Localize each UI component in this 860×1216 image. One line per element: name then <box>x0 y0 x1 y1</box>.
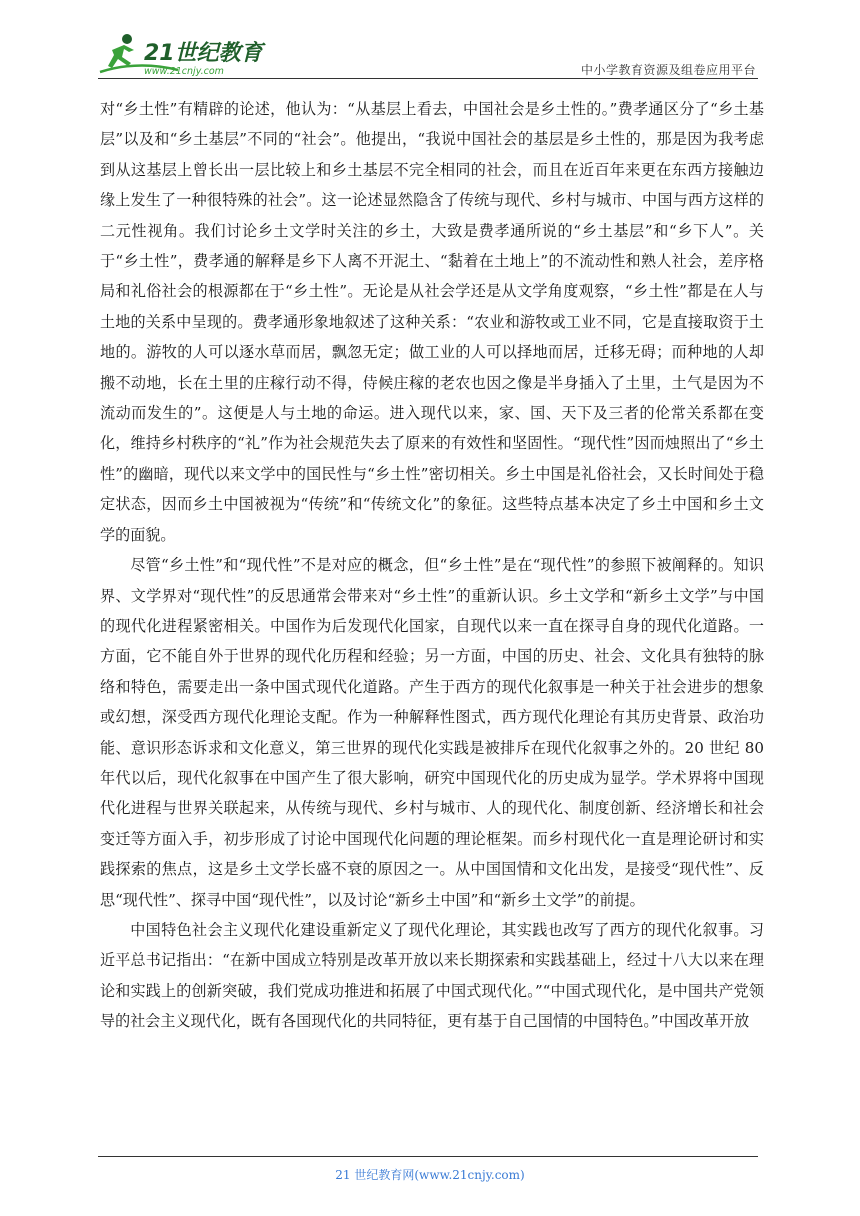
platform-name: 中小学教育资源及组卷应用平台 <box>580 63 756 77</box>
page-header <box>98 30 758 80</box>
paragraph-3: 中国特色社会主义现代化建设重新定义了现代化理论，其实践也改写了西方的现代化叙事。习近平总书记指出：“在新中国成立特别是改革开放以来长期探索和实践基础上，经过十八大以来在理论和实践上的创新突破，我们党成功推进和拓展了中国式现代化。”“中国式现代化，是中国共产党领导的社会主义现代化，既有各国现代化的共同特征，更有基于自己国情的中国特色。”中国改革开放 <box>100 920 764 1031</box>
header-divider <box>98 78 758 79</box>
paragraph-1: 对“乡土性”有精辟的论述，他认为：“从基层上看去，中国社会是乡土性的。”费孝通区分了“乡土基层”以及和“乡土基层”不同的“社会”。他提出，“我说中国社会的基层是乡土性的，那是因为我考虑到从这基层上曾长出一层比较上和乡土基层不完全相同的社会，而且在近百年来更在东西方接触边缘上发生了一种很特殊的社会”。这一论述显然隐含了传统与现代、乡村与城市、中国与西方这样的二元性视角。我们讨论乡土文学时关注的乡土，大致是费孝通所说的“乡土基层”和“乡下人”。关于“乡土性”，费孝通的解释是乡下人离不开泥土、“黏着在土地上”的不流动性和熟人社会，差序格局和礼俗社会的根源都在于“乡土性”。无论是从社会学还是从文学角度观察，“乡土性”都是在人与土地的关系中呈现的。费孝通形象地叙述了这种关系：“农业和游牧或工业不同，它是直接取资于土地的。游牧的人可以逐水草而居，飘忽无定；做工业的人可以择地而居，迁移无碍；而种地的人却搬不动地，长在土里的庄稼行动不得，侍候庄稼的老农也因之像是半身插入了土里，土气是因为不流动而发生的”。这便是人与土地的命运。进入现代以来，家、国、天下及三者的伦常关系都在变化，维持乡村秩序的“礼”作为社会规范失去了原来的有效性和坚固性。“现代性”因而烛照出了“乡土性”的幽暗，现代以来文学中的国民性与“乡土性”密切相关。乡土中国是礼俗社会，又长时间处于稳定状态，因而乡土中国被视为“传统”和“传统文化”的象征。这些特点基本决定了乡土中国和乡土文学的面貌。 <box>100 100 764 544</box>
site-logo[interactable] <box>98 30 273 78</box>
article-body <box>100 94 764 1037</box>
logo-text: 21世纪教育 <box>144 41 263 66</box>
footer-divider <box>98 1156 758 1157</box>
logo-url: www.21cnjy.com <box>144 66 224 77</box>
paragraph-2: 尽管“乡土性”和“现代性”不是对应的概念，但“乡土性”是在“现代性”的参照下被阐释的。知识界、文学界对“现代性”的反思通常会带来对“乡土性”的重新认识。乡土文学和“新乡土文学”与中国的现代化进程紧密相关。中国作为后发现代化国家，自现代以来一直在探寻自身的现代化道路。一方面，它不能自外于世界的现代化历程和经验；另一方面，中国的历史、社会、文化具有独特的脉络和特色，需要走出一条中国式现代化道路。产生于西方的现代化叙事是一种关于社会进步的想象或幻想，深受西方现代化理论支配。作为一种解释性图式，西方现代化理论有其历史背景、政治功能、意识形态诉求和文化意义，第三世界的现代化实践是被排斥在现代化叙事之外的。20 世纪 80 年代以后，现代化叙事在中国产生了很大影响，研究中国现代化的历史成为显学。学术界将中国现代化进程与世界关联起来，从传统与现代、乡村与城市、人的现代化、制度创新、经济增长和社会变迁等方面入手，初步形成了讨论中国现代化问题的理论框架。而乡村现代化一直是理论研讨和实践探索的焦点，这是乡土文学长盛不衰的原因之一。从中国国情和文化出发，是接受“现代性”、反思“现代性”、探寻中国“现代性”，以及讨论“新乡土中国”和“新乡土文学”的前提。 <box>100 556 764 909</box>
runner-logo-icon <box>98 30 273 78</box>
footer-link[interactable]: 21 世纪教育网(www.21cnjy.com) <box>335 1168 525 1182</box>
